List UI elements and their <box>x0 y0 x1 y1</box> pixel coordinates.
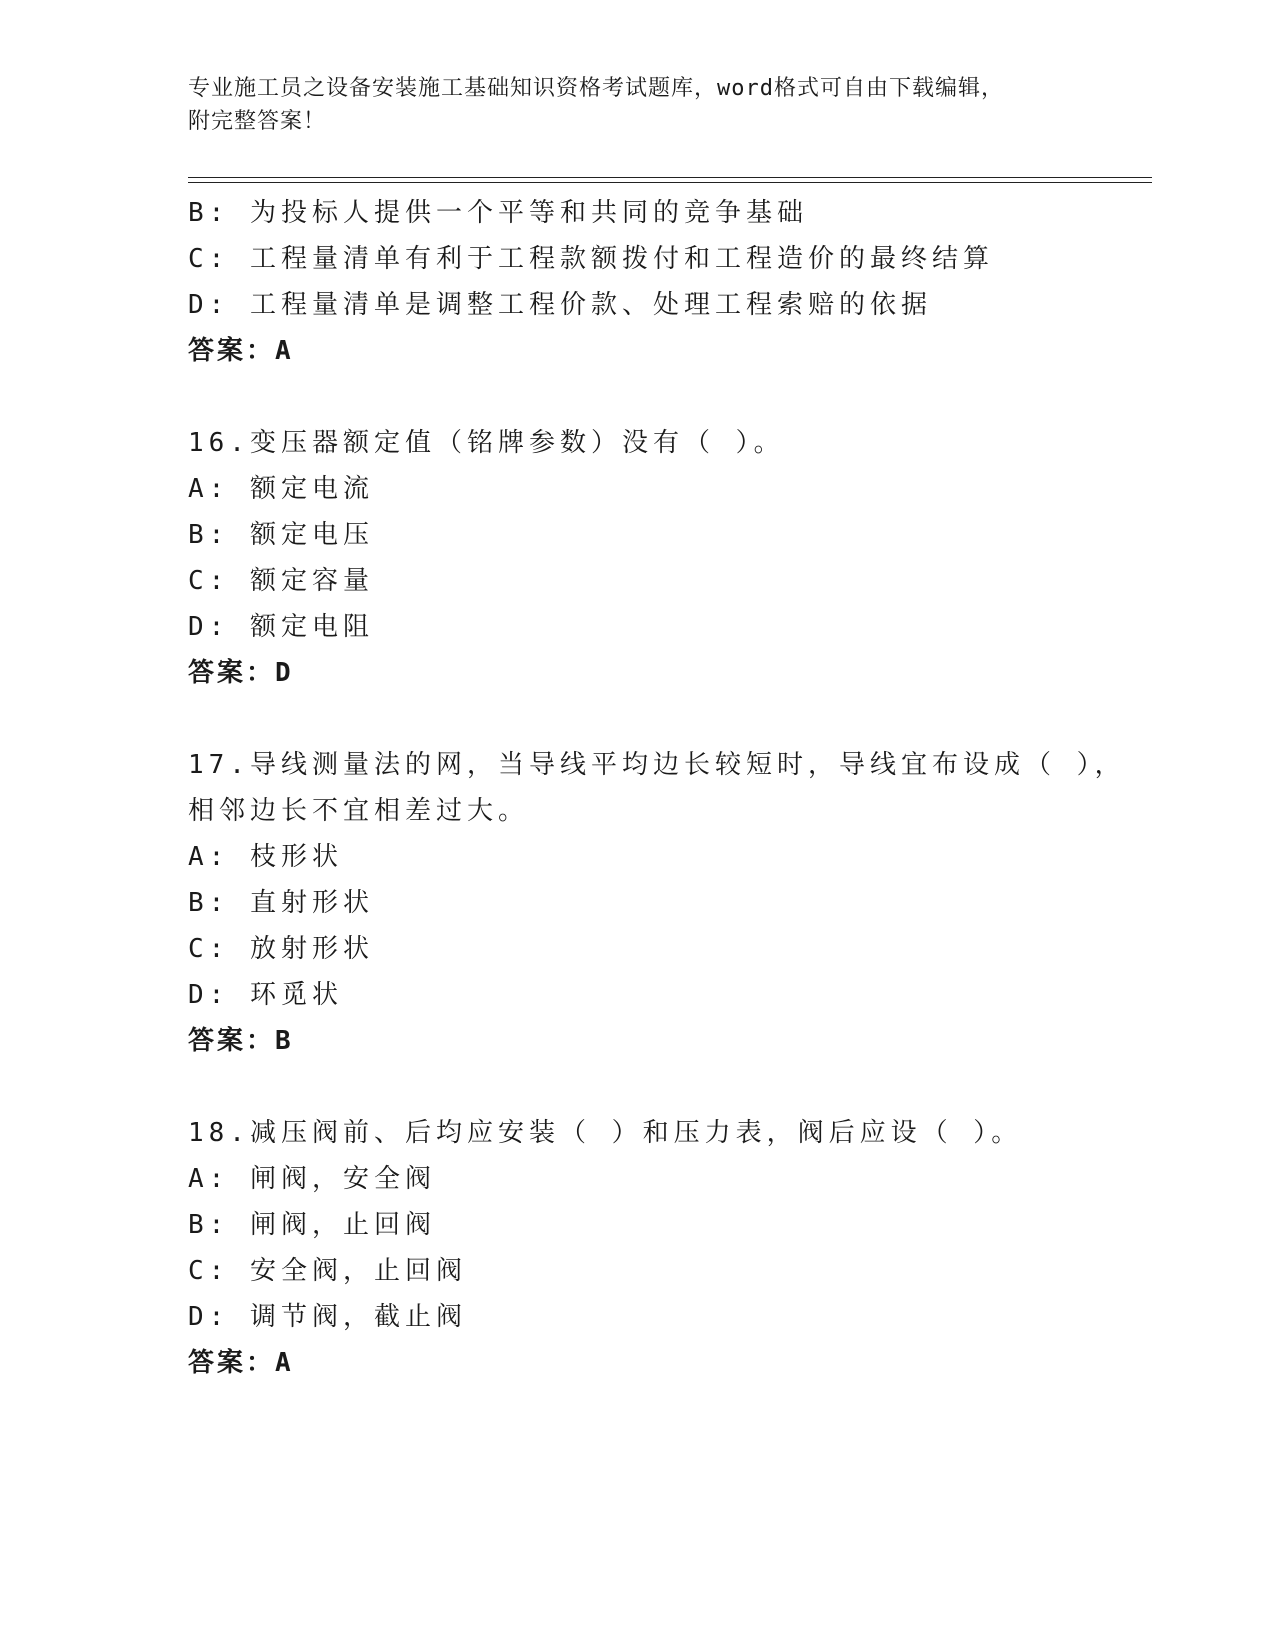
question-stem: 16.变压器额定值（铭牌参数）没有（ ）。 <box>188 428 785 458</box>
header-title-line-2: 附完整答案！ <box>188 109 327 134</box>
option-d: D: 工程量清单是调整工程价款、处理工程索赔的依据 <box>188 290 932 320</box>
question-stem-line-1: 17.导线测量法的网，当导线平均边长较短时，导线宜布设成（ ）， <box>188 750 1126 780</box>
page-header <box>188 72 1068 138</box>
option-c: C: 放射形状 <box>188 934 374 964</box>
option-b: B: 为投标人提供一个平等和共同的竞争基础 <box>188 198 808 228</box>
option-a: A: 额定电流 <box>188 474 374 504</box>
option-a: A: 枝形状 <box>188 842 343 872</box>
option-c: C: 额定容量 <box>188 566 374 596</box>
option-d: D: 环觅状 <box>188 980 343 1010</box>
question-17 <box>188 742 1148 1064</box>
answer: 答案：A <box>188 336 294 366</box>
answer: 答案：B <box>188 1026 294 1056</box>
option-b: B: 额定电压 <box>188 520 374 550</box>
answer: 答案：D <box>188 658 294 688</box>
option-c: C: 工程量清单有利于工程款额拨付和工程造价的最终结算 <box>188 244 994 274</box>
question-list <box>188 190 1148 1386</box>
question-16 <box>188 420 1148 696</box>
option-c: C: 安全阀，止回阀 <box>188 1256 467 1286</box>
option-b: B: 直射形状 <box>188 888 374 918</box>
answer: 答案：A <box>188 1348 294 1378</box>
question-15-continued <box>188 190 1148 374</box>
question-stem-line-2: 相邻边长不宜相差过大。 <box>188 796 530 826</box>
option-a: A: 闸阀，安全阀 <box>188 1164 436 1194</box>
header-divider-top <box>188 177 1152 178</box>
question-18 <box>188 1110 1148 1386</box>
header-title-line-1: 专业施工员之设备安装施工基础知识资格考试题库，word格式可自由下载编辑， <box>188 76 1004 101</box>
option-d: D: 调节阀，截止阀 <box>188 1302 467 1332</box>
option-b: B: 闸阀，止回阀 <box>188 1210 436 1240</box>
header-divider-bottom <box>188 182 1152 183</box>
option-d: D: 额定电阻 <box>188 612 374 642</box>
question-stem: 18.减压阀前、后均应安装（ ）和压力表，阀后应设（ ）。 <box>188 1118 1023 1148</box>
